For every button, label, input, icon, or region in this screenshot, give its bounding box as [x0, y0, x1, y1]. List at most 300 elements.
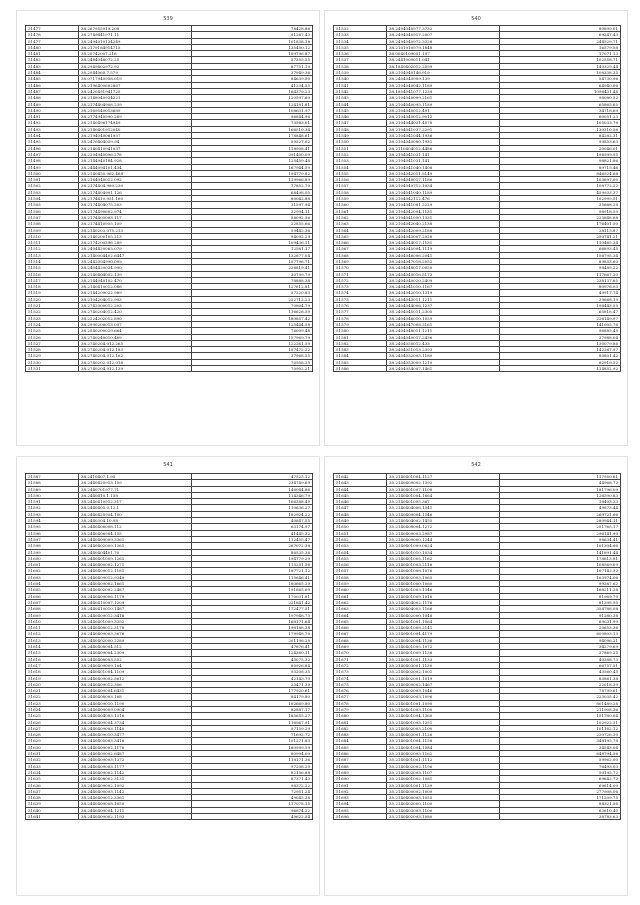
row-id-cell: 51623 — [26, 700, 79, 706]
row-id-cell: 51676 — [334, 688, 387, 694]
amount-cell: 41234.55 — [192, 82, 313, 88]
amount-cell: 80042.88 — [192, 196, 313, 202]
amount-cell: 600803.13 — [500, 631, 621, 637]
amount-cell: 226819.41 — [192, 265, 313, 271]
amount-cell: 101162.12 — [500, 725, 621, 731]
row-id-cell: 51668 — [334, 637, 387, 643]
amount-cell: 78888.38 — [192, 277, 313, 283]
amount-cell: 17071.13 — [500, 51, 621, 57]
code-cell: 38.2540200029.664 — [79, 328, 192, 334]
document-page-542 — [324, 456, 628, 896]
code-cell: 35.2140401001.1064 — [387, 618, 500, 624]
row-id-cell: 51503 — [26, 189, 79, 195]
row-id-cell: 51662 — [334, 599, 387, 605]
code-cell: 35.2140402000.1100 — [387, 801, 500, 807]
row-id-cell: 51571 — [334, 271, 387, 277]
code-cell: 35.2140401008.1076 — [387, 568, 500, 574]
code-cell: 38.2044060.7.579 — [79, 70, 192, 76]
amount-cell: 57220.83 — [192, 290, 313, 296]
amount-cell: 49045.38 — [192, 795, 313, 801]
code-cell: 38.2104040042.1189 — [387, 82, 500, 88]
code-cell: 38.2440409010.1190 — [79, 700, 192, 706]
code-cell: 35.2140409004.1346 — [387, 511, 500, 517]
code-cell: 38.2740204.012.162 — [79, 353, 192, 359]
amount-cell: 70958.25 — [192, 359, 313, 365]
code-cell: 38.2404048011.1211 — [387, 328, 500, 334]
amount-cell: 72951.24 — [192, 788, 313, 794]
row-id-cell: 51519 — [26, 290, 79, 296]
code-cell: 38.2194040061957 — [79, 133, 192, 139]
row-id-cell: 51674 — [334, 675, 387, 681]
amount-cell: 185655.27 — [192, 713, 313, 719]
code-cell: 38.2140410941037 — [79, 145, 192, 151]
amount-cell: 118908.41 — [192, 145, 313, 151]
amount-cell: 47676.41 — [192, 644, 313, 650]
code-cell: 38.2404046006.2041 — [387, 252, 500, 258]
amount-cell: 76493.03 — [500, 763, 621, 769]
row-id-cell: 51498 — [26, 158, 79, 164]
amount-cell: 99853.63 — [500, 139, 621, 145]
amount-cell: 108338.35 — [500, 70, 621, 76]
code-cell: 38.2470404059.94 — [79, 139, 192, 145]
row-id-cell: 51532 — [334, 26, 387, 32]
code-cell: 35.2140401005.1162 — [387, 555, 500, 561]
amount-cell: 20046.01 — [500, 145, 621, 151]
row-id-cell: 51501 — [26, 177, 79, 183]
row-id-cell: 51683 — [334, 732, 387, 738]
amount-cell: 223035.42 — [500, 694, 621, 700]
row-id-cell: 51626 — [26, 719, 79, 725]
row-id-cell: 51601 — [26, 562, 79, 568]
amount-cell: 116626.59 — [192, 309, 313, 315]
code-cell: 38.2440304.10.08 — [79, 518, 192, 524]
amount-cell: 47525.12 — [192, 474, 313, 480]
code-cell: 38.2440409009.0904 — [79, 706, 192, 712]
row-id-cell: 51565 — [334, 233, 387, 239]
row-id-cell: 51488 — [26, 95, 79, 101]
amount-cell: 124181.81 — [192, 101, 313, 107]
amount-cell: 65818.47 — [500, 309, 621, 315]
row-id-cell: 51629 — [26, 738, 79, 744]
code-cell: 38.2440408004.512 — [79, 644, 192, 650]
code-cell: 35.2140402002.1196 — [387, 763, 500, 769]
page-number: 539 — [163, 16, 173, 22]
code-cell: 38.2174200396.289 — [79, 240, 192, 246]
code-cell: 38.2440409008.1650 — [79, 801, 192, 807]
row-id-cell: 51593 — [26, 511, 79, 517]
code-cell: 38.2104041081.2229 — [387, 202, 500, 208]
row-id-cell: 51505 — [26, 202, 79, 208]
row-id-cell: 51502 — [26, 183, 79, 189]
amount-cell: 81398.95 — [500, 599, 621, 605]
code-cell: 38.2174490602.974 — [79, 208, 192, 214]
code-cell: 35.2140400002.1009 — [387, 788, 500, 794]
amount-cell: 108569.09 — [500, 562, 621, 568]
row-id-cell: 51619 — [26, 675, 79, 681]
code-cell: 35.2140401003.1251 — [387, 719, 500, 725]
code-cell: 35.2140401010.1034 — [387, 549, 500, 555]
code-cell: 38.2104042011.5149 — [387, 170, 500, 176]
row-id-cell: 51613 — [26, 637, 79, 643]
code-cell: 38.2104041050.1331 — [387, 214, 500, 220]
row-id-cell: 51492 — [26, 120, 79, 126]
row-id-cell: 51563 — [334, 221, 387, 227]
code-cell: 35.2140401009.1136 — [387, 650, 500, 656]
row-id-cell: 51518 — [26, 284, 79, 290]
row-id-cell: 51580 — [334, 328, 387, 334]
row-id-cell: 51588 — [26, 480, 79, 486]
row-id-cell: 51497 — [26, 151, 79, 157]
row-id-cell: 51583 — [334, 347, 387, 353]
row-id-cell: 51555 — [334, 170, 387, 176]
code-cell: 38.2404040020.2409 — [387, 277, 500, 283]
row-id-cell: 51693 — [334, 795, 387, 801]
code-cell: 35.2140409002.1392 — [387, 480, 500, 486]
amount-cell: 81969.70 — [500, 593, 621, 599]
row-id-cell: 51528 — [26, 347, 79, 353]
row-id-cell: 51659 — [334, 581, 387, 587]
amount-cell: 98918.59 — [500, 208, 621, 214]
table-row — [26, 366, 313, 372]
row-id-cell: 51603 — [26, 574, 79, 580]
amount-cell: 118171.36 — [192, 757, 313, 763]
code-cell: 38.2740204.012.265 — [79, 340, 192, 346]
amount-cell: 98372.22 — [192, 782, 313, 788]
amount-cell: 167944.59 — [192, 164, 313, 170]
row-id-cell: 51576 — [334, 303, 387, 309]
amount-cell: 181796.09 — [500, 486, 621, 492]
code-cell: 38.2440404401.70 — [79, 549, 192, 555]
row-id-cell: 51575 — [334, 296, 387, 302]
code-cell: 38.2404050012.433 — [387, 340, 500, 346]
row-id-cell: 51481 — [26, 51, 79, 57]
row-id-cell: 51696 — [334, 814, 387, 820]
row-id-cell: 51606 — [26, 593, 79, 599]
code-cell: 38.2104042040.2138 — [387, 221, 500, 227]
amount-cell: 109796.87 — [192, 51, 313, 57]
row-id-cell: 51480 — [26, 44, 79, 50]
row-id-cell: 51595 — [26, 524, 79, 530]
row-id-cell: 51657 — [334, 568, 387, 574]
code-cell: 38.2140410012.086 — [79, 284, 192, 290]
amount-cell: 170031.81 — [192, 593, 313, 599]
code-cell: 38.2404049016.5173 — [387, 271, 500, 277]
code-cell: 35.2140401001.1112 — [387, 757, 500, 763]
amount-cell: 50195.72 — [500, 769, 621, 775]
amount-cell: 178813.81 — [500, 555, 621, 561]
amount-cell: 98821.86 — [500, 158, 621, 164]
code-cell: 35.2140401009.0624 — [387, 543, 500, 549]
amount-cell: 177920.61 — [192, 688, 313, 694]
code-cell: 38.2440400002.1271 — [79, 562, 192, 568]
code-cell: 38.2440402009.1361 — [79, 543, 192, 549]
amount-cell: 251765.17 — [500, 524, 621, 530]
amount-cell: 84179.80 — [192, 694, 313, 700]
amount-cell: 82887.17 — [192, 706, 313, 712]
code-cell: 35.2140408004.1272 — [387, 524, 500, 530]
row-id-cell: 51673 — [334, 669, 387, 675]
row-id-cell: 51533 — [334, 32, 387, 38]
row-id-cell: 51585 — [334, 359, 387, 365]
row-id-cell: 51547 — [334, 120, 387, 126]
amount-cell: 166388.49 — [192, 499, 313, 505]
row-id-cell: 51635 — [26, 776, 79, 782]
row-id-cell: 51537 — [334, 57, 387, 63]
code-cell: 38.2440410.1.158 — [79, 492, 192, 498]
row-id-cell: 51553 — [334, 158, 387, 164]
amount-cell: 99267.62 — [500, 581, 621, 587]
row-id-cell: 51506 — [26, 208, 79, 214]
amount-cell: 130079.86 — [500, 340, 621, 346]
amount-cell: 37949.36 — [192, 70, 313, 76]
amount-cell: 71692.72 — [192, 732, 313, 738]
row-id-cell: 51679 — [334, 706, 387, 712]
code-cell: 35.2140401003.2116 — [387, 562, 500, 568]
amount-cell: 22855.66 — [192, 221, 313, 227]
code-cell: 35.2140404002.1176 — [387, 599, 500, 605]
code-cell: 38.2440408012.3178 — [79, 625, 192, 631]
row-id-cell: 51630 — [26, 744, 79, 750]
row-id-cell: 51500 — [26, 170, 79, 176]
code-cell: 38.2440401004.1109 — [79, 669, 192, 675]
amount-cell: 91280.38 — [500, 612, 621, 618]
code-cell: 38.2224202012.890 — [79, 315, 192, 321]
code-cell: 38.2440408003.168 — [79, 694, 192, 700]
amount-cell: 211908.36 — [500, 706, 621, 712]
row-id-cell: 51582 — [334, 340, 387, 346]
amount-cell: 112455.47 — [192, 536, 313, 542]
code-cell: 38.2440401009.3352 — [79, 618, 192, 624]
row-id-cell: 51667 — [334, 631, 387, 637]
code-cell: 38.2410407.1.95 — [79, 474, 192, 480]
code-cell: 38.2440409012.306 — [79, 681, 192, 687]
code-cell: 38.2440410912.317 — [79, 499, 192, 505]
row-id-cell: 51694 — [334, 801, 387, 807]
row-id-cell: 51499 — [26, 164, 79, 170]
code-cell: 38.2104041040.1189 — [387, 189, 500, 195]
row-id-cell: 51665 — [334, 618, 387, 624]
code-cell: 38.2404043007.2028 — [387, 233, 500, 239]
row-id-cell: 51669 — [334, 644, 387, 650]
code-cell: 38.2404047008.3161 — [387, 321, 500, 327]
code-cell: 38.2440409002.1176 — [79, 744, 192, 750]
row-id-cell: 51494 — [26, 133, 79, 139]
amount-cell: 86535.38 — [192, 549, 313, 555]
row-id-cell: 51592 — [26, 505, 79, 511]
code-cell: 38.2440409003.3676 — [79, 631, 192, 637]
row-id-cell: 51695 — [334, 807, 387, 813]
code-cell: 38.2196400602867 — [79, 82, 192, 88]
amount-cell: 97159.29 — [192, 725, 313, 731]
amount-cell: 180665.29 — [192, 581, 313, 587]
code-cell: 35.2140402000.1046 — [387, 612, 500, 618]
code-cell: 38.2444094101.434 — [79, 164, 192, 170]
row-id-cell: 51650 — [334, 524, 387, 530]
row-id-cell: 51516 — [26, 271, 79, 277]
code-cell: 35.2140401008.2141 — [387, 625, 500, 631]
row-id-cell: 51478 — [26, 32, 79, 38]
code-cell: 35.2140404002.1455 — [387, 518, 500, 524]
amount-cell: 69642.72 — [500, 776, 621, 782]
amount-cell: 87751.19 — [192, 63, 313, 69]
code-cell: 35.2140402003.1080 — [387, 814, 500, 820]
code-cell: 35.2140402002.1001 — [387, 669, 500, 675]
code-cell: 38.2440409012.9349 — [79, 574, 192, 580]
code-cell: 38.1804041077.1239 — [387, 88, 500, 94]
amount-cell: 65865.65 — [500, 101, 621, 107]
code-cell: 35.2140403001.1130 — [387, 662, 500, 668]
row-id-cell: 51645 — [334, 492, 387, 498]
code-cell: 38.2104042004.1131 — [387, 208, 500, 214]
amount-cell: 68498.05 — [192, 189, 313, 195]
row-id-cell: 51684 — [334, 738, 387, 744]
amount-cell: 44968.72 — [500, 480, 621, 486]
code-cell: 38.2164040012.092 — [79, 177, 192, 183]
amount-cell: 116967.91 — [192, 719, 313, 725]
code-cell: 35.2140402004.1136 — [387, 637, 500, 643]
code-cell: 38.2404045011.2305 — [387, 309, 500, 315]
amount-cell: 41445.32 — [192, 530, 313, 536]
code-cell: 38.2440409009.164 — [79, 662, 192, 668]
code-cell: 35.2140409003.2987 — [387, 530, 500, 536]
code-cell: 35.2140401002.1081 — [387, 776, 500, 782]
row-id-cell: 51628 — [26, 732, 79, 738]
row-id-cell: 51560 — [334, 202, 387, 208]
amount-cell: 166510.34 — [192, 126, 313, 132]
amount-cell: 80994.09 — [192, 751, 313, 757]
amount-cell: 187721.12 — [192, 568, 313, 574]
row-id-cell: 51633 — [26, 763, 79, 769]
amount-cell: 115646.41 — [192, 574, 313, 580]
row-id-cell: 51487 — [26, 88, 79, 94]
amount-cell: 91267.43 — [192, 32, 313, 38]
code-cell: 38.2740204.012.183 — [79, 347, 192, 353]
code-cell: 38.2440420913.159 — [79, 480, 192, 486]
amount-cell: 82156.88 — [192, 769, 313, 775]
amount-cell: 31597.94 — [192, 202, 313, 208]
amount-cell: 54730.96 — [500, 76, 621, 82]
amount-cell: 108631.97 — [192, 107, 313, 113]
code-cell: 38.2140203.075.213 — [79, 227, 192, 233]
amount-cell: 69614.00 — [500, 782, 621, 788]
row-id-cell: 51653 — [334, 543, 387, 549]
row-id-cell: 51587 — [26, 474, 79, 480]
row-id-cell: 51581 — [334, 334, 387, 340]
code-cell: 38.2144040102.470 — [79, 277, 192, 283]
page-number: 542 — [471, 462, 481, 468]
row-id-cell: 51559 — [334, 196, 387, 202]
amount-cell: 94096.21 — [500, 637, 621, 643]
row-id-cell: 51689 — [334, 769, 387, 775]
code-cell: 35.2140401004.1158 — [387, 738, 500, 744]
code-cell: 38.2104041031.141 — [387, 151, 500, 157]
code-cell: 35.2140401004.4179 — [387, 631, 500, 637]
code-cell: 38.2140450.962.468 — [79, 170, 192, 176]
row-id-cell: 51671 — [334, 656, 387, 662]
row-id-cell: 51675 — [334, 681, 387, 687]
row-id-cell: 51566 — [334, 240, 387, 246]
code-cell: 35.2140409000.1244 — [387, 536, 500, 542]
code-cell: 38.2101910979.1848 — [387, 44, 500, 50]
amount-cell: 101271.83 — [192, 738, 313, 744]
code-cell: 38.2404042009.2188 — [387, 227, 500, 233]
code-cell: 35.2140401003.1346 — [387, 587, 500, 593]
amount-cell: 18403.23 — [500, 499, 621, 505]
row-id-cell: 51485 — [26, 76, 79, 82]
code-cell: 38.2140496174949 — [79, 120, 192, 126]
row-id-cell: 51631 — [26, 751, 79, 757]
amount-cell: 80976.93 — [500, 284, 621, 290]
amount-cell: 37988.04 — [500, 334, 621, 340]
row-id-cell: 51648 — [334, 511, 387, 517]
row-id-cell: 51621 — [26, 688, 79, 694]
amount-cell: 98489.22 — [500, 265, 621, 271]
row-id-cell: 51572 — [334, 277, 387, 283]
amount-cell: 103697.00 — [500, 177, 621, 183]
amount-cell: 96885.45 — [500, 328, 621, 334]
amount-cell: 20653.36 — [500, 625, 621, 631]
page-number: 540 — [471, 16, 481, 22]
row-id-cell: 51591 — [26, 499, 79, 505]
amount-cell: 201196.28 — [192, 637, 313, 643]
row-id-cell: 51512 — [26, 246, 79, 252]
code-cell: 38.2740240010.489 — [79, 334, 192, 340]
code-cell: 35.2140409002.1467 — [387, 681, 500, 687]
code-cell: 38.2104040012.491 — [387, 107, 500, 113]
row-id-cell: 51542 — [334, 88, 387, 94]
amount-cell: 1096431.48 — [500, 88, 621, 94]
row-id-cell: 51564 — [334, 227, 387, 233]
code-cell: 38.2440406008.112 — [79, 524, 192, 530]
amount-cell: 49917.74 — [500, 290, 621, 296]
row-id-cell: 51504 — [26, 196, 79, 202]
code-cell: 38.2174404901.126 — [79, 189, 192, 195]
amount-cell: 84321.56 — [500, 801, 621, 807]
code-cell: 38.2174410.951.160 — [79, 196, 192, 202]
code-cell: 38.2440409002.5612 — [79, 675, 192, 681]
code-cell: 38.0040109051.197 — [387, 51, 500, 57]
amount-cell: 198188.38 — [192, 625, 313, 631]
amount-cell: 35668.28 — [500, 202, 621, 208]
amount-cell: 459933.37 — [500, 189, 621, 195]
row-id-cell: 51538 — [334, 63, 387, 69]
row-id-cell: 51640 — [26, 807, 79, 813]
row-id-cell: 51616 — [26, 656, 79, 662]
amount-cell: 32994.11 — [192, 208, 313, 214]
code-cell: 38.2440409002.1193 — [79, 814, 192, 820]
amount-cell: 125444.58 — [192, 321, 313, 327]
amount-cell: 122261.59 — [192, 340, 313, 346]
amount-cell: 140329.44 — [500, 63, 621, 69]
row-id-cell: 51514 — [26, 258, 79, 264]
row-id-cell: 51520 — [26, 296, 79, 302]
amount-cell: 291400.09 — [192, 151, 313, 157]
amount-cell: 89715.46 — [500, 164, 621, 170]
code-cell: 35.2140402003.1107 — [387, 769, 500, 775]
code-cell: 38.2404054007.1461 — [387, 366, 500, 372]
row-id-cell: 51685 — [334, 744, 387, 750]
code-cell: 35.2140404003.1166 — [387, 606, 500, 612]
amount-cell: 76009.48 — [192, 328, 313, 334]
amount-cell: 40847.55 — [192, 518, 313, 524]
amount-cell: 66893.45 — [500, 246, 621, 252]
row-id-cell: 51672 — [334, 662, 387, 668]
code-cell: 38.2494040972.3328 — [387, 38, 500, 44]
code-cell: 35.2140401005.1072 — [387, 644, 500, 650]
row-id-cell: 51652 — [334, 536, 387, 542]
amount-cell: 171209.75 — [500, 795, 621, 801]
amount-cell: 142267.97 — [500, 347, 621, 353]
